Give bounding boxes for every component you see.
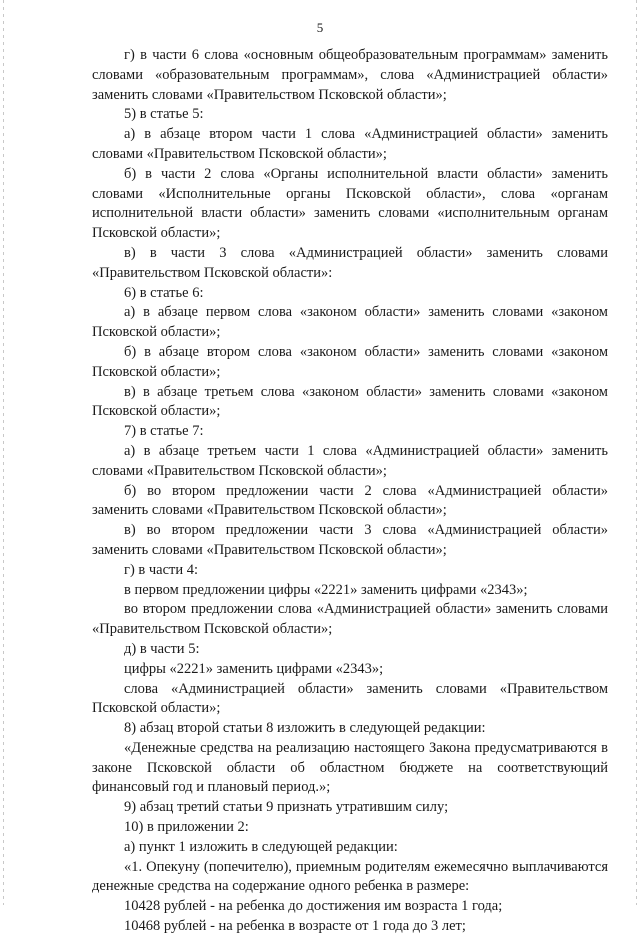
document-body <box>92 46 608 937</box>
paragraph: в первом предложении цифры «2221» заменить цифрами «2343»; <box>124 581 528 598</box>
paragraph: б) в абзаце втором слова «законом области» заменить словами «законом Псковской области»; <box>92 343 608 380</box>
paragraph: г) в части 4: <box>124 561 199 578</box>
scan-edge-right <box>636 0 637 905</box>
paragraph: в) в части 3 слова «Администрацией области» заменить словами «Правительством Псковской области»: <box>92 244 608 281</box>
paragraph: а) в абзаце втором части 1 слова «Администрацией области» заменить словами «Правительством Псковской области»; <box>92 126 608 162</box>
paragraph: 9) абзац третий статьи 9 признать утратившим силу; <box>124 799 449 816</box>
paragraph: 10468 рублей - на ребенка в возрасте от 1 года до 3 лет; <box>124 918 466 935</box>
paragraph: 7) в статье 7: <box>124 423 204 440</box>
paragraph: а) пункт 1 изложить в следующей редакции: <box>124 838 398 855</box>
paragraph: а) в абзаце третьем части 1 слова «Администрацией области» заменить словами «Правительством Псковской области»; <box>92 442 608 479</box>
paragraph: цифры «2221» заменить цифрами «2343»; <box>124 660 384 677</box>
paragraph: 5) в статье 5: <box>124 106 204 123</box>
page-number: 5 <box>316 20 324 35</box>
paragraph: в) во втором предложении части 3 слова «Администрацией области» заменить словами «Правительством Псковской области»; <box>92 522 608 558</box>
paragraph: 6) в статье 6: <box>124 284 204 301</box>
paragraph: б) во втором предложении части 2 слова «Администрацией области» заменить словами «Правительством Псковской области»; <box>92 482 608 519</box>
paragraph: слова «Администрацией области» заменить словами «Правительством Псковской области»; <box>92 680 608 717</box>
paragraph: «1. Опекуну (попечителю), приемным родителям ежемесячно выплачиваются денежные средства на содержание одного ребенка в размере: <box>92 858 608 895</box>
paragraph: а) в абзаце первом слова «законом области» заменить словами «законом Псковской области»; <box>92 304 608 341</box>
paragraph: 10) в приложении 2: <box>124 819 249 836</box>
paragraph: «Денежные средства на реализацию настоящего Закона предусматриваются в законе Псковской области об областном бюджете на соответствующий финансовый год и плановый период.»; <box>92 739 608 796</box>
paragraph: в) в абзаце третьем слова «законом области» заменить словами «законом Псковской области»; <box>92 383 608 420</box>
paragraph: 10428 рублей - на ребенка до достижения им возраста 1 года; <box>124 898 503 915</box>
scan-edge-left <box>3 0 4 905</box>
paragraph: во втором предложении слова «Администрацией области» заменить словами «Правительством Псковской области»; <box>92 601 608 638</box>
paragraph: д) в части 5: <box>124 640 200 657</box>
paragraph: г) в части 6 слова «основным общеобразовательным программам» заменить словами «образовательным программам», слова «Администрацией области» заменить словами «Правительством Псковской области»; <box>92 47 608 103</box>
paragraph: б) в части 2 слова «Органы исполнительной власти области» заменить словами «Исполнительные органы Псковской области», слова «органам исполнительной власти области» заменить словами «исполнительным органам Псковской области»; <box>92 165 608 242</box>
paragraph: 8) абзац второй статьи 8 изложить в следующей редакции: <box>124 720 486 737</box>
